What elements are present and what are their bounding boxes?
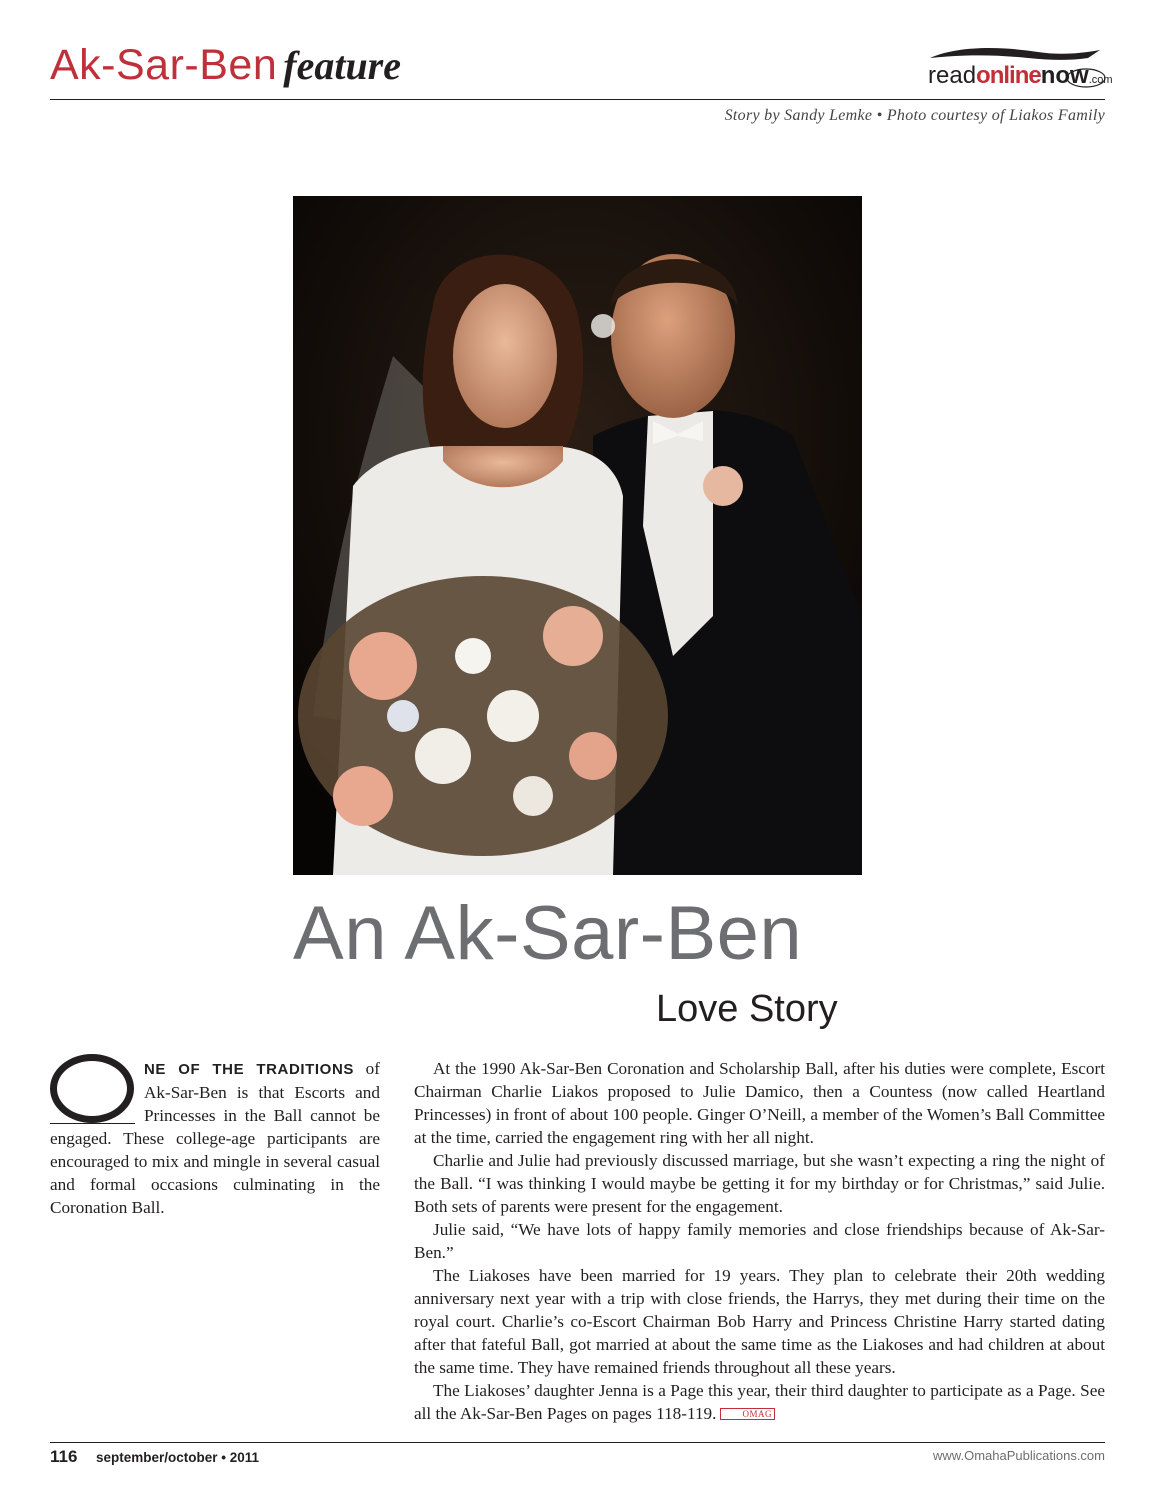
logo-part-com: .com [1088,74,1113,86]
body-paragraph: Julie said, “We have lots of happy family memories and close friendships because of Ak-Sar-Ben.” [414,1220,1105,1262]
logo-wordmark [928,64,1113,88]
body-paragraph: At the 1990 Ak-Sar-Ben Coronation and Scholarship Ball, after his duties were complete, Escort Chairman Charlie Liakos proposed to Julie Damico, then a Countess (now called Heartland Princesses) in front of about 100 people. Ginger O’Neill, a member of the Women’s Ball Committee at the time, carried the engagement ring with her all night. [414,1059,1105,1147]
page-number: 116 [50,1447,78,1466]
section-heading [50,41,402,89]
section-name: Ak-Sar-Ben [50,41,278,89]
drop-cap-o-icon [50,1054,134,1123]
body-paragraph: The Liakoses have been married for 19 years. They plan to celebrate their 20th wedding anniversary next year with a trip with close friends, the Harrys, they met during their time on the royal court. Charlie’s co-Escort Chairman Bob Harry and Princess Christine Harry started dating after that fateful Ball, got married at about the same time as the Liakoses and had children at about the same time. They have remained friends throughout all these years. [414,1266,1105,1377]
final-paragraph-text: The Liakoses’ daughter Jenna is a Page this year, their third daughter to participate as a Page. See all the Ak-Sar-Ben Pages on pages 118-119. [414,1381,1105,1423]
drop-cap-rule [50,1123,135,1124]
body-paragraph-last [414,1379,1105,1425]
logo-part-read: read [928,62,977,89]
read-online-now-logo[interactable] [928,44,1113,94]
logo-part-now: now [1040,62,1089,89]
lead-caps: NE OF THE TRADITIONS [144,1061,354,1078]
header-rule [50,99,1105,100]
article-title: An Ak-Sar-Ben [293,891,803,976]
footer-rule [50,1442,1105,1443]
section-kind: feature [283,43,402,88]
website-link[interactable]: www.OmahaPublications.com [933,1448,1105,1463]
article-body-column [414,1057,1105,1425]
story-credits: Story by Sandy Lemke • Photo courtesy of Liakos Family [724,107,1105,124]
issue-date: september/october • 2011 [96,1450,260,1465]
logo-part-online: online [976,62,1041,89]
body-paragraph: Charlie and Julie had previously discussed marriage, but she wasn’t expecting a ring the night of the Ball. “I was thinking I would maybe be getting it for my birthday or for Christmas,” said Julie. Both sets of parents were present for the engagement. [414,1151,1105,1216]
article-subtitle: Love Story [656,988,838,1030]
article-intro-column [50,1057,380,1219]
wedding-photo-icon [293,196,862,875]
end-mark-omag: OMAG [720,1408,775,1420]
wedding-photo [293,196,862,875]
lead-text: of Ak-Sar-Ben is that Escorts and Princesses in the Ball cannot be engaged. These college-age participants are encouraged to mix and mingle in several casual and formal occasions culminating in the Coronation Ball. [50,1059,380,1217]
